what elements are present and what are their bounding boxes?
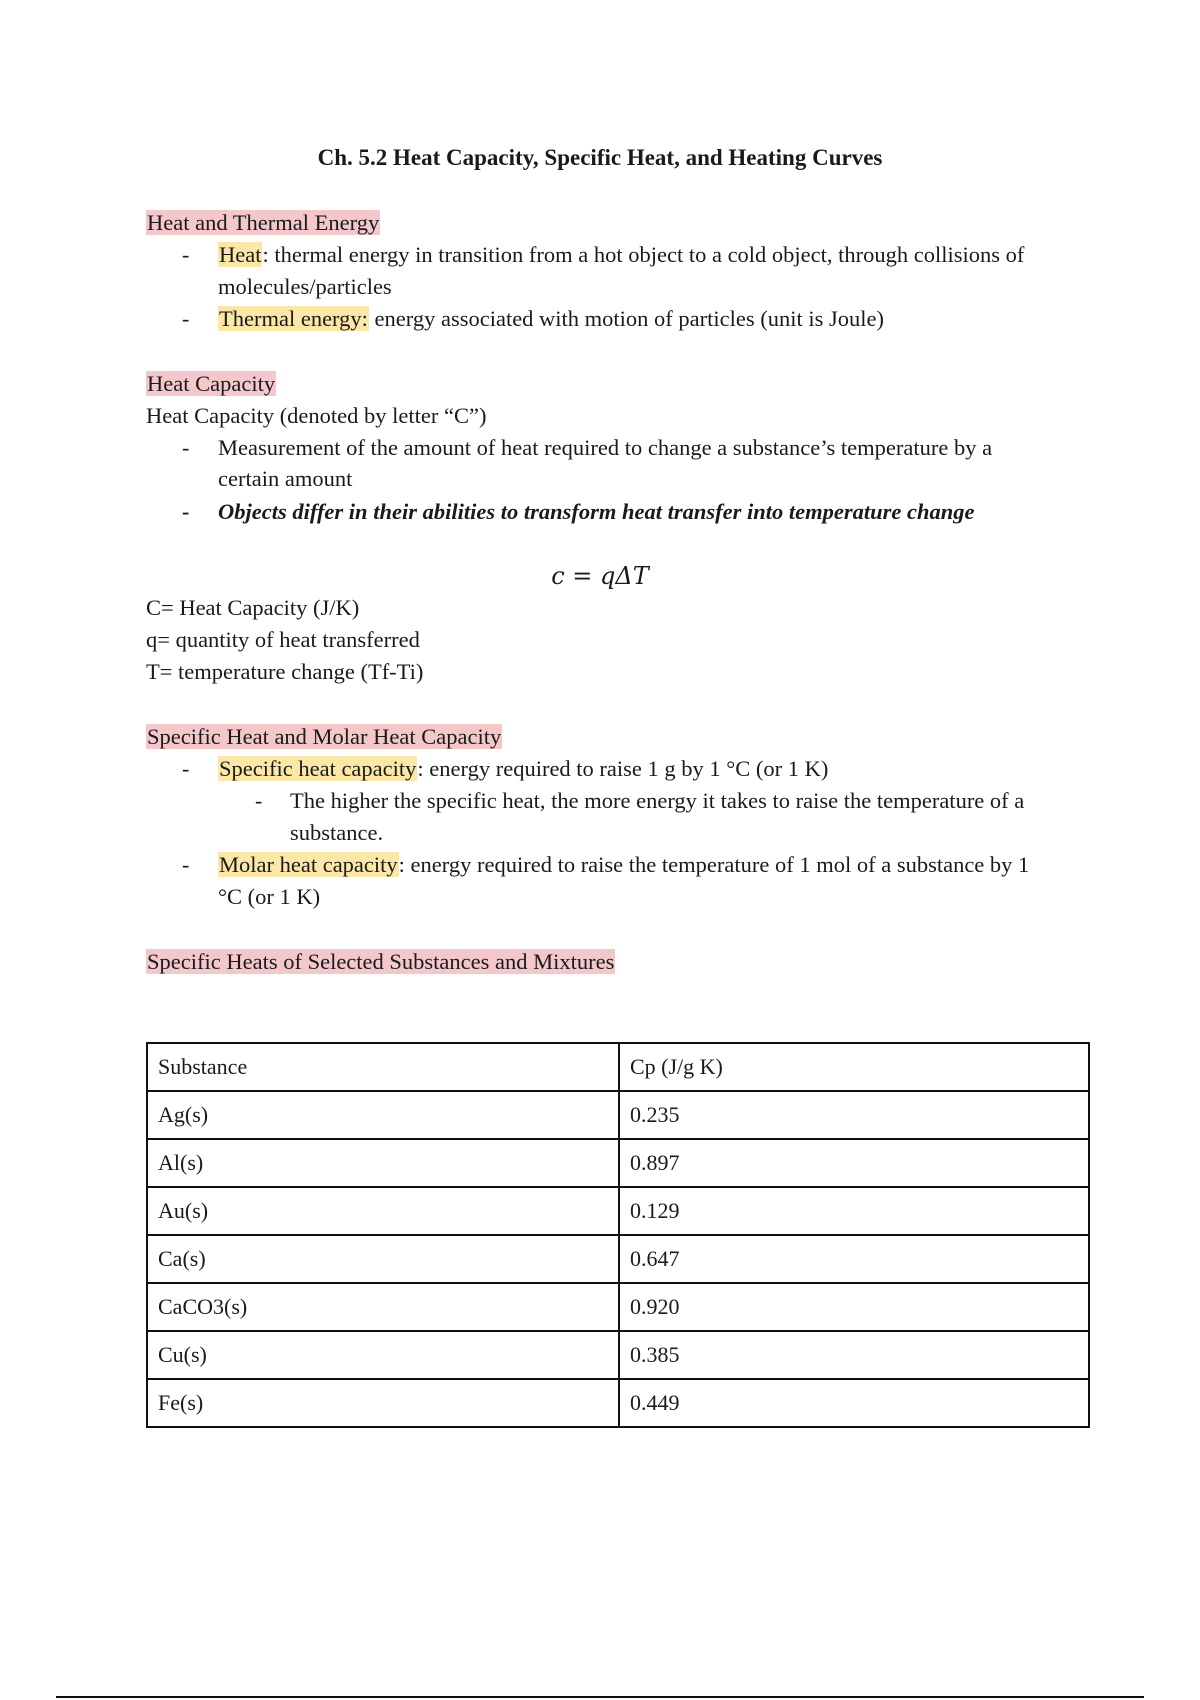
heat-capacity-item1-line2: certain amount [218, 466, 353, 491]
bullet-dash: - [182, 306, 190, 331]
table-row [147, 1283, 1089, 1331]
specific-heats-table [146, 1042, 1090, 1428]
definition-q: q= quantity of heat transferred [146, 627, 420, 652]
section-heading-specific-heats-table [146, 947, 615, 977]
substance-cell: Fe(s) [147, 1379, 619, 1427]
term-highlight-thermal-energy: Thermal energy: [219, 306, 368, 331]
heat-capacity-item1-line1: Measurement of the amount of heat required to change a substance’s temperature by a [218, 435, 993, 460]
heading-highlight: Specific Heat and Molar Heat Capacity [147, 724, 502, 749]
section-heading-specific-heat [146, 722, 502, 752]
bullet-dash: - [182, 499, 190, 524]
substance-cell: Al(s) [147, 1139, 619, 1187]
page-title: Ch. 5.2 Heat Capacity, Specific Heat, and Heating Curves [317, 145, 883, 170]
substance-cell: Ca(s) [147, 1235, 619, 1283]
table-row [147, 1187, 1089, 1235]
specific-heat-definition [218, 754, 828, 784]
specific-heat-text: : energy required to raise 1 g by 1 °C (or 1 K) [417, 756, 829, 781]
cp-value-cell: 0.235 [619, 1091, 1089, 1139]
bullet-dash: - [182, 852, 190, 877]
sub-bullet-dash: - [255, 788, 263, 813]
cp-value-cell: 0.449 [619, 1379, 1089, 1427]
term-highlight-molar-heat: Molar heat capacity [219, 852, 398, 877]
heading-highlight: Heat and Thermal Energy [147, 210, 380, 235]
cp-value-cell: 0.129 [619, 1187, 1089, 1235]
table-row [147, 1139, 1089, 1187]
heat-capacity-formula: c = qΔT [551, 562, 649, 590]
cp-value-cell: 0.647 [619, 1235, 1089, 1283]
table-header-row [147, 1043, 1089, 1091]
cp-value-cell: 0.920 [619, 1283, 1089, 1331]
heading-highlight: Heat Capacity [147, 371, 276, 396]
term-highlight-specific-heat: Specific heat capacity [219, 756, 417, 781]
substance-cell: CaCO3(s) [147, 1283, 619, 1331]
bullet-dash: - [182, 242, 190, 267]
term-highlight-heat: Heat [219, 242, 262, 267]
specific-heat-subitem-line1: The higher the specific heat, the more energy it takes to raise the temperature of a [290, 788, 1025, 813]
molar-heat-text: : energy required to raise the temperature of 1 mol of a substance by 1 [398, 852, 1030, 877]
specific-heat-subitem-line2: substance. [290, 820, 384, 845]
table-row [147, 1379, 1089, 1427]
section-heading-heat-capacity [146, 369, 276, 399]
substance-cell: Au(s) [147, 1187, 619, 1235]
molar-heat-definition-line1 [218, 850, 1029, 880]
heat-definition-line2: molecules/particles [218, 274, 392, 299]
heat-definition-line1 [218, 240, 1024, 270]
bullet-dash: - [182, 435, 190, 460]
heat-capacity-item2: Objects differ in their abilities to transform heat transfer into temperature change [218, 499, 975, 524]
table-row [147, 1331, 1089, 1379]
definition-c: C= Heat Capacity (J/K) [146, 595, 360, 620]
table-row [147, 1091, 1089, 1139]
thermal-energy-text: energy associated with motion of particles (unit is Joule) [368, 306, 885, 331]
heat-definition-text: : thermal energy in transition from a hot object to a cold object, through collisions of [262, 242, 1025, 267]
bullet-dash: - [182, 756, 190, 781]
substance-cell: Ag(s) [147, 1091, 619, 1139]
thermal-energy-definition [218, 304, 884, 334]
table-header-cell: Cp (J/g K) [619, 1043, 1089, 1091]
section-heading-heat-thermal-energy [146, 208, 380, 238]
table-header-cell: Substance [147, 1043, 619, 1091]
heat-capacity-intro: Heat Capacity (denoted by letter “C”) [146, 403, 487, 428]
table-row [147, 1235, 1089, 1283]
page-bottom-rule [56, 1696, 1144, 1698]
cp-value-cell: 0.385 [619, 1331, 1089, 1379]
definition-t: T= temperature change (Tf-Ti) [146, 659, 424, 684]
substance-cell: Cu(s) [147, 1331, 619, 1379]
cp-value-cell: 0.897 [619, 1139, 1089, 1187]
heading-highlight: Specific Heats of Selected Substances and Mixtures [147, 949, 615, 974]
molar-heat-definition-line2: °C (or 1 K) [218, 884, 321, 909]
